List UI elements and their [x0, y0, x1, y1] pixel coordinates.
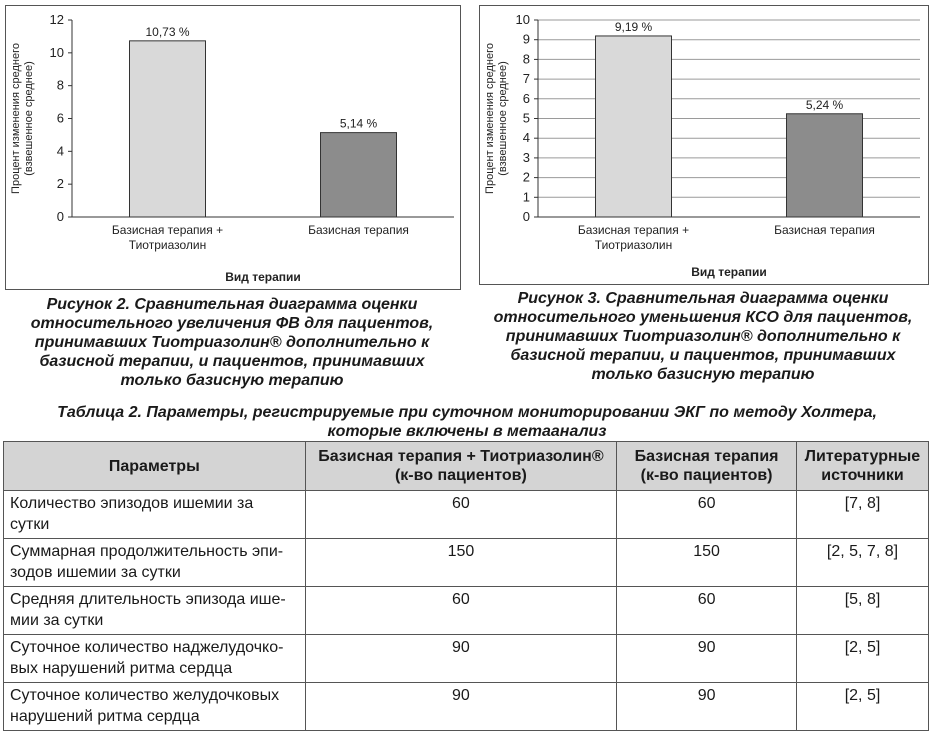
basic-cell: 150	[617, 539, 797, 587]
table-row	[4, 635, 929, 683]
caption-line: базисной терапии, и пациентов, принимавших	[39, 353, 425, 370]
y-tick-label: 1	[522, 189, 530, 205]
header-parameters: Параметры	[4, 442, 306, 491]
figure-2-caption	[5, 295, 459, 390]
data-label: 5,24 %	[805, 97, 844, 112]
combo-cell: 60	[305, 491, 617, 539]
basic-cell: 90	[617, 683, 797, 731]
header-references: Литературные источники	[796, 442, 928, 491]
table-row	[4, 587, 929, 635]
y-tick-label: 5	[522, 110, 530, 126]
x-axis-label: Вид терапии	[691, 265, 767, 279]
table-2-title	[5, 403, 929, 441]
x-axis-label: Вид терапии	[225, 270, 301, 284]
data-label: 9,19 %	[614, 19, 653, 34]
bar	[130, 41, 206, 217]
refs-cell: [2, 5]	[796, 683, 928, 731]
caption-line: принимавших Тиотриазолин® дополнительно к	[34, 334, 430, 351]
refs-cell: [5, 8]	[796, 587, 928, 635]
figure-3-caption	[479, 289, 927, 384]
param-cell: Количество эпизодов ишемии за сутки	[4, 491, 306, 539]
caption-line: базисной терапии, и пациентов, принимавших	[510, 347, 896, 364]
y-tick-label: 2	[56, 176, 64, 192]
table-row	[4, 683, 929, 731]
caption-line: Рисунок 3. Сравнительная диаграмма оценки	[517, 290, 889, 307]
data-label: 5,14 %	[339, 116, 378, 131]
bar	[787, 114, 863, 217]
caption-line: только базисную терапию	[120, 372, 344, 389]
y-tick-label: 2	[522, 169, 530, 185]
refs-cell: [2, 5, 7, 8]	[796, 539, 928, 587]
combo-cell: 60	[305, 587, 617, 635]
data-label: 10,73 %	[145, 24, 190, 39]
y-tick-label: 3	[522, 149, 530, 165]
figure-2-chart-svg	[6, 6, 460, 289]
param-cell: Суточное количество желудочковых нарушений ритма сердца	[4, 683, 306, 731]
refs-cell: [2, 5]	[796, 635, 928, 683]
x-tick-label: Базисная терапия +	[577, 223, 690, 237]
combo-cell: 150	[305, 539, 617, 587]
y-tick-label: 4	[522, 130, 530, 146]
caption-line: относительного увеличения ФВ для пациентов,	[30, 315, 434, 332]
parameters-table	[3, 441, 929, 731]
y-tick-label: 0	[56, 209, 64, 224]
y-axis-label: (взвешенное среднее)	[497, 61, 509, 176]
table-title-line: которые включены в метаанализ	[327, 423, 607, 440]
y-tick-label: 6	[56, 110, 64, 126]
caption-line: относительного уменьшения КСО для пациентов,	[493, 309, 913, 326]
bar	[321, 133, 397, 217]
y-tick-label: 0	[522, 209, 530, 224]
table-row	[4, 491, 929, 539]
y-tick-label: 12	[49, 12, 64, 27]
figure-3-chart	[479, 5, 929, 285]
param-cell: Суммарная продолжительность эпи- зодов ишемии за сутки	[4, 539, 306, 587]
y-tick-label: 4	[56, 143, 64, 159]
header-basic-therapy: Базисная терапия (к-во пациентов)	[617, 442, 797, 491]
basic-cell: 60	[617, 587, 797, 635]
refs-cell: [7, 8]	[796, 491, 928, 539]
x-tick-label: Базисная терапия +	[111, 223, 224, 237]
param-cell: Средняя длительность эпизода ише- мии за сутки	[4, 587, 306, 635]
table-title-line: Таблица 2. Параметры, регистрируемые при суточном мониторировании ЭКГ по методу Холтера,	[57, 404, 877, 421]
table-row	[4, 539, 929, 587]
basic-cell: 90	[617, 635, 797, 683]
y-tick-label: 7	[522, 71, 530, 87]
y-tick-label: 9	[522, 31, 530, 47]
combo-cell: 90	[305, 683, 617, 731]
y-tick-label: 8	[56, 77, 64, 93]
y-tick-label: 8	[522, 51, 530, 67]
x-tick-label: Тиотриазолин	[128, 238, 207, 252]
y-axis-label: Процент изменения среднего	[10, 43, 22, 194]
caption-line: принимавших Тиотриазолин® дополнительно к	[505, 328, 901, 345]
figure-2-chart	[5, 5, 461, 290]
caption-line: только базисную терапию	[591, 366, 815, 383]
caption-line: Рисунок 2. Сравнительная диаграмма оценки	[46, 296, 418, 313]
header-combo-therapy: Базисная терапия + Тиотриазолин® (к-во пациентов)	[305, 442, 617, 491]
table-header-row	[4, 442, 929, 491]
y-axis-label: (взвешенное среднее)	[23, 61, 35, 176]
y-tick-label: 6	[522, 90, 530, 106]
figure-3-chart-svg	[480, 6, 928, 284]
y-tick-label: 10	[515, 12, 530, 27]
combo-cell: 90	[305, 635, 617, 683]
basic-cell: 60	[617, 491, 797, 539]
x-tick-label: Базисная терапия	[308, 223, 409, 237]
y-axis-label: Процент изменения среднего	[484, 43, 496, 194]
param-cell: Суточное количество наджелудочко- вых нарушений ритма сердца	[4, 635, 306, 683]
x-tick-label: Базисная терапия	[774, 223, 875, 237]
y-tick-label: 10	[49, 44, 64, 60]
bar	[596, 36, 672, 217]
x-tick-label: Тиотриазолин	[594, 238, 673, 252]
